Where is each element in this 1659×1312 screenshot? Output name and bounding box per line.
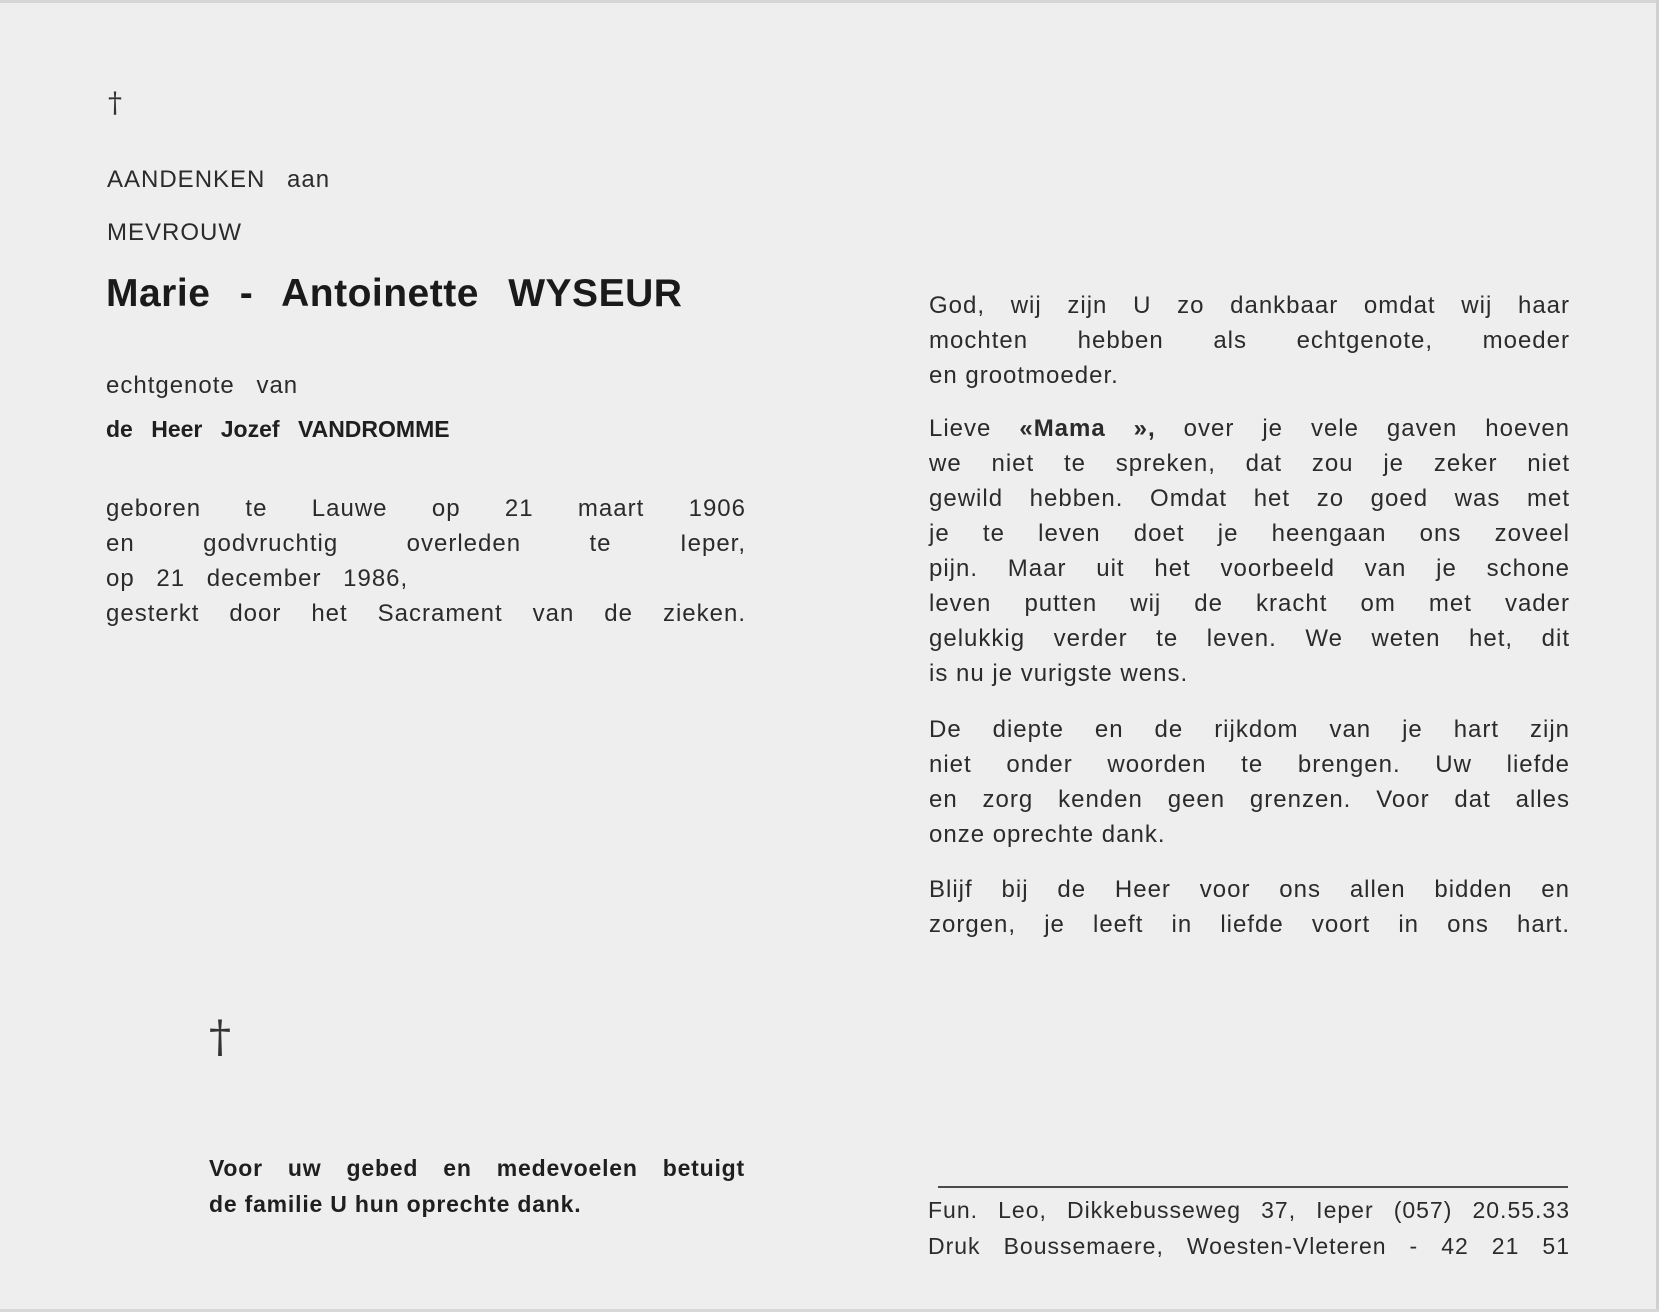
cross-icon: † [209, 1012, 231, 1063]
prayer-paragraph-1 [929, 292, 1570, 397]
prayer-line: De diepte en de rijkdom van je hart zijn [929, 716, 1570, 743]
prayer-line: leven putten wij de kracht om met vader [929, 590, 1570, 617]
prayer-line: we niet te spreken, dat zou je zeker niet [929, 450, 1570, 477]
prayer-line: onze oprechte dank. [929, 821, 1166, 848]
biography-block [106, 495, 746, 635]
prayer-line: is nu je vurigste wens. [929, 660, 1189, 687]
prayer-word: Lieve [929, 415, 992, 442]
family-thanks [209, 1155, 745, 1227]
thanks-line: Voor uw gebed en medevoelen betuigt [209, 1155, 745, 1181]
prayer-line: en zorg kenden geen grenzen. Voor dat alles [929, 786, 1570, 813]
imprint-funeral [928, 1197, 1570, 1233]
echtgenote-label: echtgenote van [106, 372, 299, 399]
thanks-line: de familie U hun oprechte dank. [209, 1191, 582, 1217]
mama-emphasis: «Mama », [1019, 415, 1156, 442]
cross-icon: † [108, 86, 122, 119]
prayer-line: je te leven doet je heengaan ons zoveel [929, 520, 1570, 547]
imprint-line: Fun. Leo, Dikkebusseweg 37, Ieper (057) 20.55.33 [928, 1197, 1570, 1223]
prayer-paragraph-4 [929, 876, 1570, 946]
aandenken-heading: AANDENKEN aan [107, 166, 331, 193]
biography-line: op 21 december 1986, [106, 565, 409, 592]
imprint-printer [928, 1233, 1570, 1269]
mevrouw-heading: MEVROUW [107, 219, 242, 246]
prayer-line: niet onder woorden te brengen. Uw liefde [929, 751, 1570, 778]
card-top-edge [0, 0, 1659, 3]
prayer-line: pijn. Maar uit het voorbeeld van je schone [929, 555, 1570, 582]
prayer-line: zorgen, je leeft in liefde voort in ons hart. [929, 911, 1570, 938]
biography-line: gesterkt door het Sacrament van de zieken. [106, 600, 746, 627]
biography-line: en godvruchtig overleden te Ieper, [106, 530, 746, 557]
prayer-line: Blijf bij de Heer voor ons allen bidden en [929, 876, 1570, 903]
prayer-paragraph-3 [929, 716, 1570, 856]
prayer-paragraph-2 [929, 415, 1570, 695]
prayer-line [929, 415, 1570, 450]
prayer-line: mochten hebben als echtgenote, moeder [929, 327, 1570, 354]
imprint-divider [938, 1186, 1568, 1188]
imprint-line: Druk Boussemaere, Woesten-Vleteren - 42 21 51 [928, 1233, 1570, 1259]
prayer-line: gewild hebben. Omdat het zo goed was met [929, 485, 1570, 512]
prayer-line: God, wij zijn U zo dankbaar omdat wij haar [929, 292, 1570, 319]
deceased-name: Marie - Antoinette WYSEUR [106, 272, 683, 315]
prayer-words: over je vele gaven hoeven [1183, 415, 1571, 442]
husband-name: de Heer Jozef VANDROMME [106, 416, 450, 442]
prayer-line: en grootmoeder. [929, 362, 1119, 389]
biography-line: geboren te Lauwe op 21 maart 1906 [106, 495, 746, 522]
prayer-line: gelukkig verder te leven. We weten het, dit [929, 625, 1570, 652]
